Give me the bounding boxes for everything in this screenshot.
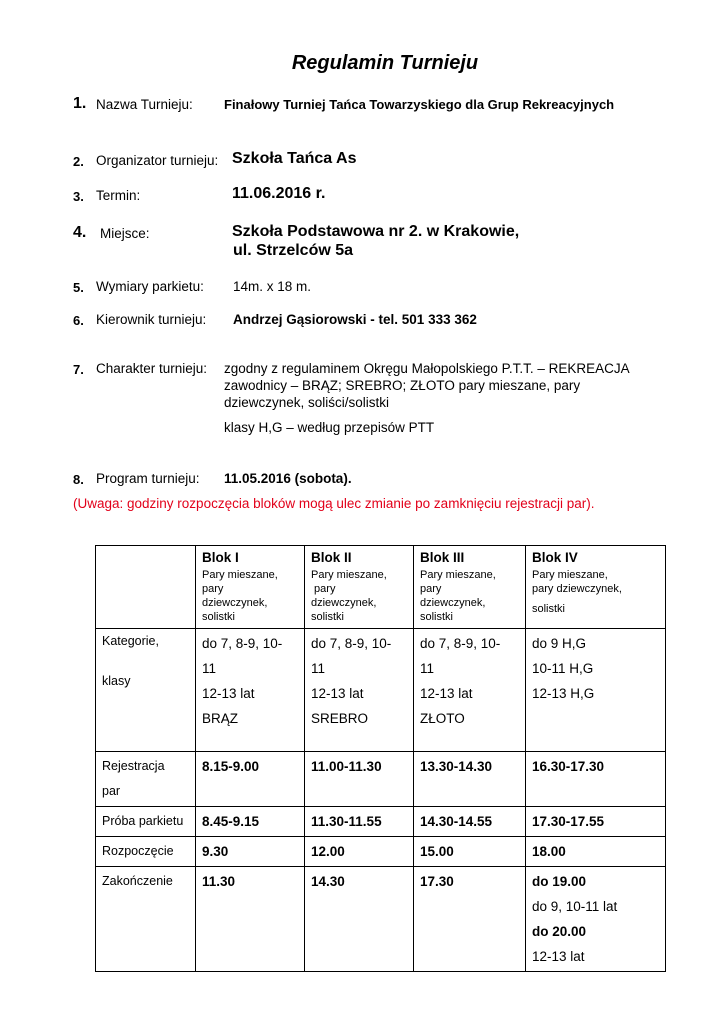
categories-blok-3-line-2: 11 <box>420 661 435 676</box>
header-blok-2-sub-2: pary <box>311 583 336 595</box>
header-blok-2 <box>305 546 414 629</box>
item-4-value-line2: ul. Strzelców 5a <box>233 242 354 259</box>
item-7-number: 7. <box>73 362 84 377</box>
item-3-number: 3. <box>73 189 84 204</box>
categories-label-2: klasy <box>102 674 131 688</box>
header-blok-1-title: Blok I <box>202 550 239 565</box>
registration-blok-1: 8.15-9.00 <box>196 752 305 807</box>
item-2-value: Szkoła Tańca As <box>232 150 357 167</box>
header-blok-2-sub-4: solistki <box>311 611 345 623</box>
header-blok-1-sub-2: pary <box>202 583 224 595</box>
header-blok-2-sub-3: dziewczynek, <box>311 597 377 609</box>
rehearsal-row <box>96 807 666 837</box>
categories-blok-2-line-1: do 7, 8-9, 10- <box>311 636 392 651</box>
end-row <box>96 867 666 972</box>
item-7-line-2: zawodnicy – BRĄZ; SREBRO; ZŁOTO pary mieszane, pary <box>224 378 581 393</box>
categories-blok-4-line-1: do 9 H,G <box>532 636 587 651</box>
item-7-label: Charakter turnieju: <box>96 361 208 376</box>
start-blok-3: 15.00 <box>414 837 526 867</box>
start-blok-1: 9.30 <box>196 837 305 867</box>
item-2-label: Organizator turnieju: <box>96 153 219 168</box>
rehearsal-blok-2: 11.30-11.55 <box>305 807 414 837</box>
end-blok-4 <box>526 867 666 972</box>
categories-blok-1-line-1: do 7, 8-9, 10- <box>202 636 283 651</box>
categories-blok-1-line-2: 11 <box>202 661 217 676</box>
header-blok-4-sub-4: solistki <box>532 603 566 615</box>
rehearsal-label: Próba parkietu <box>96 807 196 837</box>
categories-blok-2-line-3: 12-13 lat <box>311 686 364 701</box>
header-blok-1-sub-1: Pary mieszane, <box>202 569 278 581</box>
registration-blok-4: 16.30-17.30 <box>526 752 666 807</box>
categories-blok-2 <box>305 629 414 752</box>
categories-blok-3 <box>414 629 526 752</box>
item-6-label: Kierownik turnieju: <box>96 312 207 327</box>
item-4-label: Miejsce: <box>100 226 150 241</box>
end-blok-4-line-1: do 19.00 <box>532 874 587 889</box>
item-5-value: 14m. x 18 m. <box>233 279 312 294</box>
item-5-number: 5. <box>73 280 84 295</box>
registration-blok-3: 13.30-14.30 <box>414 752 526 807</box>
categories-blok-4 <box>526 629 666 752</box>
categories-row <box>96 629 666 752</box>
item-1-number: 1. <box>73 95 87 112</box>
categories-blok-2-line-2: 11 <box>311 661 326 676</box>
registration-label-cell <box>96 752 196 807</box>
table-corner-cell <box>96 546 196 629</box>
categories-blok-3-line-4: ZŁOTO <box>420 711 465 726</box>
item-4-number: 4. <box>73 224 87 241</box>
registration-label-1: Rejestracja <box>102 759 165 773</box>
categories-blok-3-line-1: do 7, 8-9, 10- <box>420 636 501 651</box>
header-blok-1 <box>196 546 305 629</box>
item-8-number: 8. <box>73 472 84 487</box>
categories-blok-4-line-2: 10-11 H,G <box>532 661 594 676</box>
start-blok-4: 18.00 <box>526 837 666 867</box>
header-blok-4-sub-1: Pary mieszane, <box>532 569 608 581</box>
start-label: Rozpoczęcie <box>96 837 196 867</box>
end-blok-2: 14.30 <box>305 867 414 972</box>
end-blok-4-line-2: do 9, 10-11 lat <box>532 899 618 914</box>
item-4-value-line1: Szkoła Podstawowa nr 2. w Krakowie, <box>232 223 520 240</box>
item-8-label: Program turnieju: <box>96 471 200 486</box>
header-blok-1-sub-3: dziewczynek, <box>202 597 268 609</box>
registration-blok-2: 11.00-11.30 <box>305 752 414 807</box>
categories-blok-4-line-3: 12-13 H,G <box>532 686 595 701</box>
page-title: Regulamin Turnieju <box>291 52 479 74</box>
item-6-number: 6. <box>73 313 84 328</box>
end-label: Zakończenie <box>96 867 196 972</box>
categories-blok-1-line-4: BRĄZ <box>202 711 239 726</box>
header-blok-4 <box>526 546 666 629</box>
item-2-number: 2. <box>73 154 84 169</box>
categories-blok-1 <box>196 629 305 752</box>
item-1-value: Finałowy Turniej Tańca Towarzyskiego dla Grup Rekreacyjnych <box>224 97 615 112</box>
header-blok-3-sub-3: dziewczynek, <box>420 597 486 609</box>
rehearsal-blok-3: 14.30-14.55 <box>414 807 526 837</box>
header-blok-1-sub-4: solistki <box>202 611 236 623</box>
item-3-label: Termin: <box>96 188 141 203</box>
rehearsal-blok-4: 17.30-17.55 <box>526 807 666 837</box>
item-7-extra: klasy H,G – według przepisów PTT <box>224 420 435 435</box>
header-blok-3-sub-4: solistki <box>420 611 454 623</box>
registration-note: (Uwaga: godziny rozpoczęcia bloków mogą ulec zmianie po zamknięciu rejestracji par). <box>73 496 595 511</box>
item-6-value: Andrzej Gąsiorowski - tel. 501 333 362 <box>233 312 477 327</box>
header-blok-4-title: Blok IV <box>532 550 578 565</box>
start-blok-2: 12.00 <box>305 837 414 867</box>
end-blok-3: 17.30 <box>414 867 526 972</box>
table-header-row <box>96 546 666 629</box>
header-blok-3-title: Blok III <box>420 550 465 565</box>
header-blok-3 <box>414 546 526 629</box>
end-blok-4-line-4: 12-13 lat <box>532 949 585 964</box>
item-7-line-3: dziewczynek, soliści/solistki <box>224 395 390 410</box>
header-blok-4-sub-2: pary dziewczynek, <box>532 583 622 595</box>
categories-blok-1-line-3: 12-13 lat <box>202 686 255 701</box>
categories-blok-2-line-4: SREBRO <box>311 711 369 726</box>
header-blok-3-sub-1: Pary mieszane, <box>420 569 496 581</box>
categories-label-1: Kategorie, <box>102 634 159 648</box>
registration-row <box>96 752 666 807</box>
registration-label-2: par <box>102 784 121 798</box>
rehearsal-blok-1: 8.45-9.15 <box>196 807 305 837</box>
item-5-label: Wymiary parkietu: <box>96 279 204 294</box>
end-blok-4-line-3: do 20.00 <box>532 924 587 939</box>
header-blok-3-sub-2: pary <box>420 583 442 595</box>
header-blok-2-sub-1: Pary mieszane, <box>311 569 387 581</box>
end-blok-1: 11.30 <box>196 867 305 972</box>
categories-label-cell <box>96 629 196 752</box>
item-1-label: Nazwa Turnieju: <box>96 97 193 112</box>
item-8-value: 11.05.2016 (sobota). <box>224 471 352 486</box>
item-3-value: 11.06.2016 r. <box>232 185 326 202</box>
start-row <box>96 837 666 867</box>
header-blok-2-title: Blok II <box>311 550 352 565</box>
item-7-line-1: zgodny z regulaminem Okręgu Małopolskiego P.T.T. – REKREACJA <box>224 361 630 376</box>
categories-blok-3-line-3: 12-13 lat <box>420 686 473 701</box>
program-table <box>95 545 666 972</box>
